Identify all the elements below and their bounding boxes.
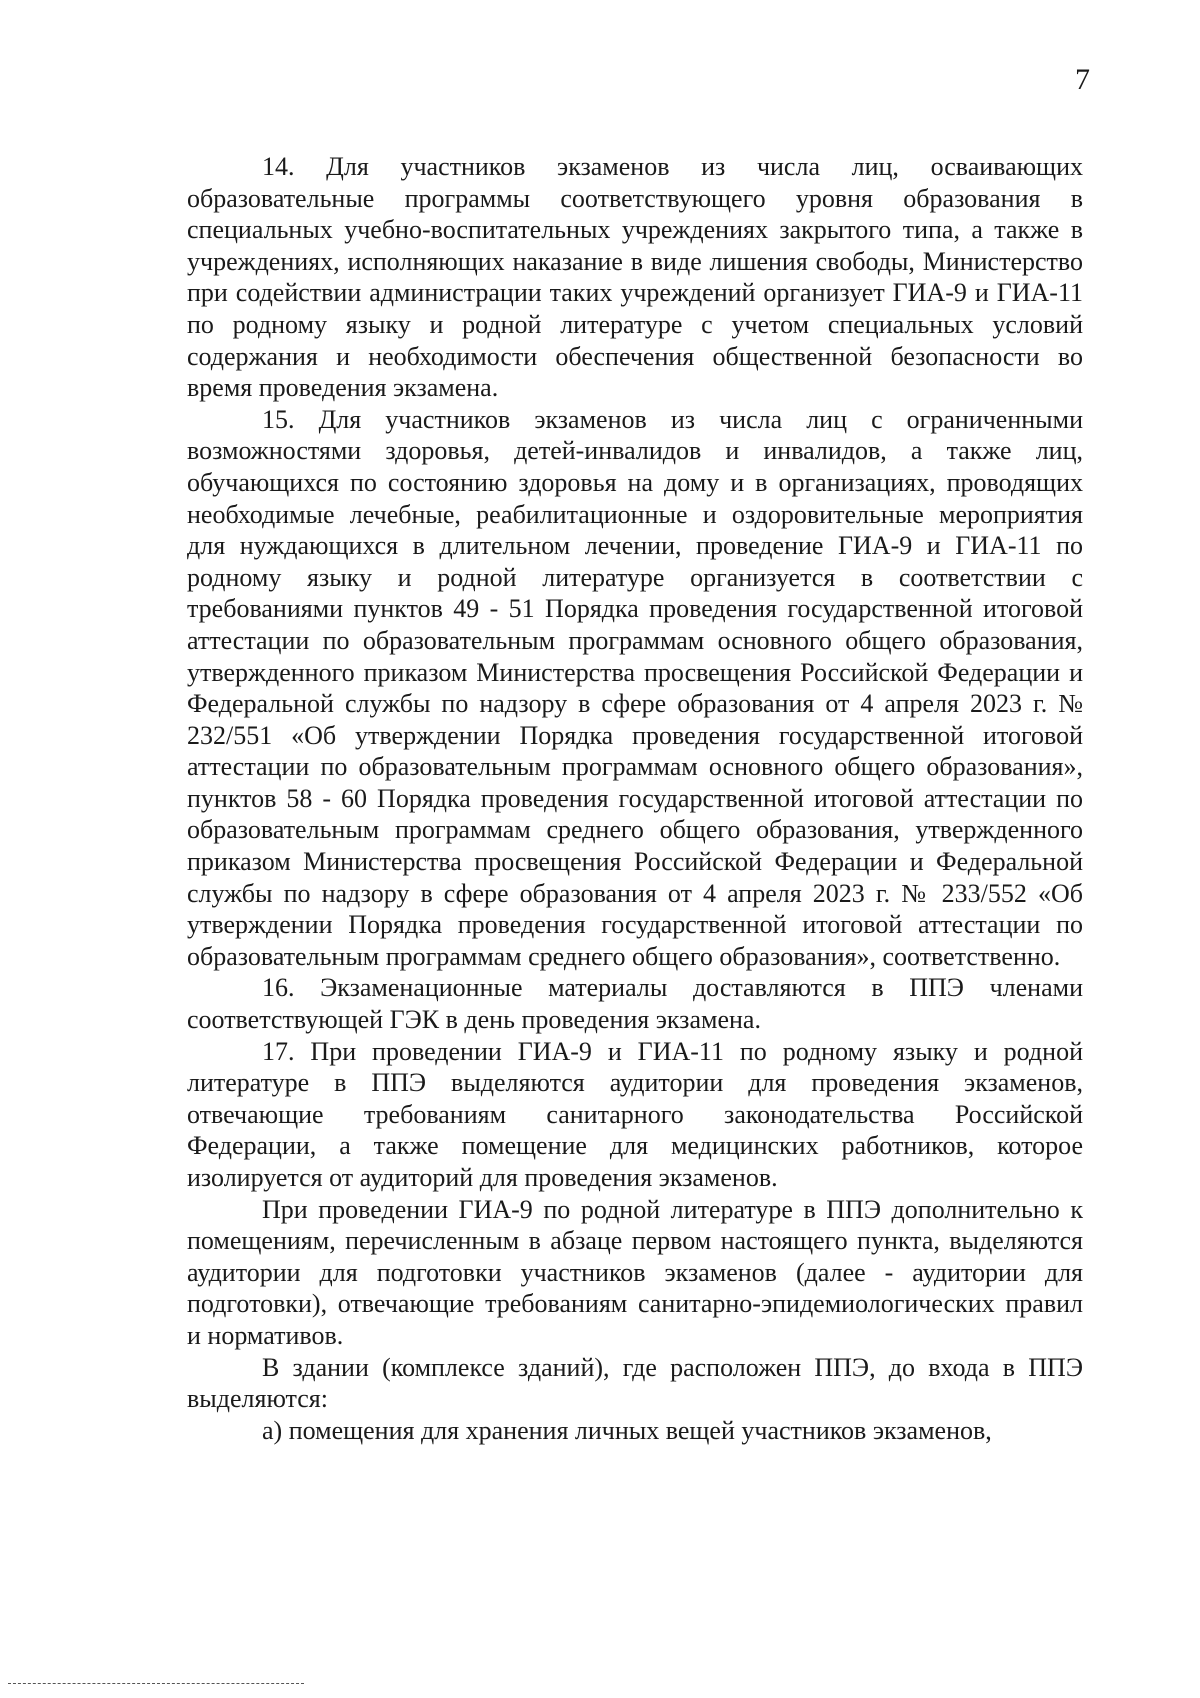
paragraph-16: 16. Экзаменационные материалы доставляются в ППЭ членами соответствующей ГЭК в день проведения экзамена. xyxy=(187,973,1083,1035)
document-body xyxy=(187,151,1083,1446)
page-number: 7 xyxy=(1075,63,1090,96)
paragraph-17-second: При проведении ГИА-9 по родной литературе в ППЭ дополнительно к помещениям, перечисленным в абзаце первом настоящего пункта, выделяются аудитории для подготовки участников экзаменов (далее - аудитории для подготовки), отвечающие требованиям санитарно-эпидемиологических правил и нормативов. xyxy=(187,1194,1083,1350)
paragraph-14: 14. Для участников экзаменов из числа лиц, осваивающих образовательные программы соответствующего уровня образования в специальных учебно-воспитательных учреждениях закрытого типа, а также в учреждениях, исполняющих наказание в виде лишения свободы, Министерство при содействии администрации таких учреждений организует ГИА-9 и ГИА-11 по родному языку и родной литературе с учетом специальных условий содержания и необходимости обеспечения общественной безопасности во время проведения экзамена. xyxy=(187,152,1083,403)
paragraph-17-item-a: а) помещения для хранения личных вещей участников экзаменов, xyxy=(262,1415,992,1445)
paragraph-17-third: В здании (комплексе зданий), где расположен ППЭ, до входа в ППЭ выделяются: xyxy=(187,1352,1083,1414)
footer-divider xyxy=(8,1683,304,1684)
paragraph-17: 17. При проведении ГИА-9 и ГИА-11 по родному языку и родной литературе в ППЭ выделяются аудитории для проведения экзаменов, отвечающие требованиям санитарного законодательства Российской Федерации, а также помещение для медицинских работников, которое изолируется от аудиторий для проведения экзаменов. xyxy=(187,1036,1083,1192)
paragraph-15: 15. Для участников экзаменов из числа лиц с ограниченными возможностями здоровья, детей-инвалидов и инвалидов, а также лиц, обучающихся по состоянию здоровья на дому и в организациях, проводящих необходимые лечебные, реабилитационные и оздоровительные мероприятия для нуждающихся в длительном лечении, проведение ГИА-9 и ГИА-11 по родному языку и родной литературе организуется в соответствии с требованиями пунктов 49 - 51 Порядка проведения государственной итоговой аттестации по образовательным программам основного общего образования, утвержденного приказом Министерства просвещения Российской Федерации и Федеральной службы по надзору в сфере образования от 4 апреля 2023 г. № 232/551 «Об утверждении Порядка проведения государственной итоговой аттестации по образовательным программам основного общего образования», пунктов 58 - 60 Порядка проведения государственной итоговой аттестации по образовательным программам среднего общего образования, утвержденного приказом Министерства просвещения Российской Федерации и Федеральной службы по надзору в сфере образования от 4 апреля 2023 г. № 233/552 «Об утверждении Порядка проведения государственной итоговой аттестации по образовательным программам среднего общего образования», соответственно. xyxy=(187,404,1083,971)
